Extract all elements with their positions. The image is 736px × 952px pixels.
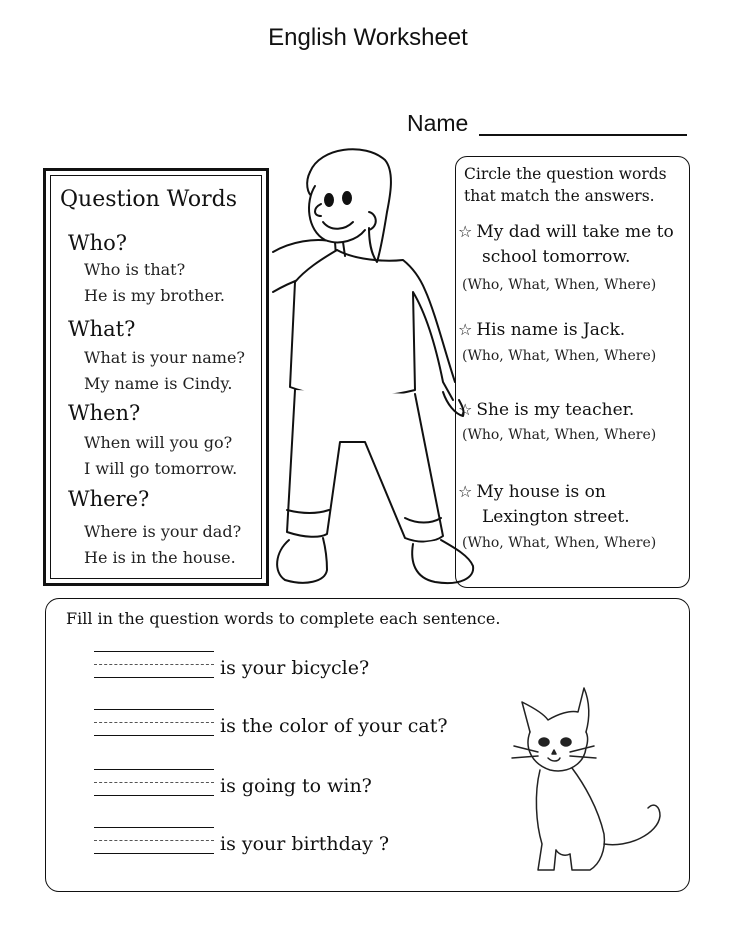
qw-when-answer: I will go tomorrow. — [84, 459, 238, 478]
qw-where-answer: He is in the house. — [84, 548, 236, 567]
blank-line-bottom[interactable] — [94, 853, 214, 854]
circle-item-3-line1: She is my teacher. — [476, 400, 635, 420]
blank-line-dashed[interactable] — [94, 722, 214, 723]
name-label: Name — [407, 110, 469, 136]
circle-item-2-line1: His name is Jack. — [476, 320, 626, 340]
question-words-box — [43, 168, 269, 586]
star-icon: ☆ — [458, 400, 473, 419]
fill-row-2 — [94, 709, 514, 749]
circle-item-1 — [458, 219, 674, 270]
circle-instructions — [464, 163, 667, 207]
circle-item-4-choices[interactable]: (Who, What, When, Where) — [462, 535, 657, 551]
circle-item-2 — [458, 317, 625, 343]
fill-sentence-1: is your bicycle? — [220, 657, 370, 679]
blank-line-bottom[interactable] — [94, 735, 214, 736]
circle-item-4-line2: Lexington street. — [482, 507, 630, 527]
qw-what-question: What is your name? — [84, 348, 245, 367]
qw-who-question: Who is that? — [84, 260, 186, 279]
blank-line-dashed[interactable] — [94, 664, 214, 665]
blank-line-top[interactable] — [94, 769, 214, 770]
blank-line-bottom[interactable] — [94, 795, 214, 796]
circle-item-4 — [458, 479, 630, 530]
star-icon: ☆ — [458, 482, 473, 501]
fill-row-3 — [94, 769, 514, 809]
blank-line-dashed[interactable] — [94, 782, 214, 783]
qw-what-heading: What? — [68, 317, 136, 341]
blank-line-top[interactable] — [94, 827, 214, 828]
circle-item-3-choices[interactable]: (Who, What, When, Where) — [462, 427, 657, 443]
blank-line-top[interactable] — [94, 651, 214, 652]
circle-item-4-line1: My house is on — [476, 482, 606, 502]
qw-where-heading: Where? — [68, 487, 150, 511]
fill-sentence-3: is going to win? — [220, 775, 372, 797]
fill-row-4 — [94, 827, 514, 867]
blank-line-bottom[interactable] — [94, 677, 214, 678]
qw-who-answer: He is my brother. — [84, 286, 225, 305]
name-field[interactable] — [407, 110, 689, 140]
circle-item-1-line1: My dad will take me to — [476, 222, 674, 242]
blank-line-top[interactable] — [94, 709, 214, 710]
qw-when-question: When will you go? — [84, 433, 233, 452]
circle-instruction-line-1: Circle the question words — [464, 165, 667, 183]
fill-instructions: Fill in the question words to complete each sentence. — [66, 609, 501, 628]
worksheet-title: English Worksheet — [268, 24, 468, 51]
name-line[interactable] — [479, 134, 687, 136]
star-icon: ☆ — [458, 320, 473, 339]
qw-what-answer: My name is Cindy. — [84, 374, 233, 393]
qw-when-heading: When? — [68, 401, 141, 425]
circle-item-1-line2: school tomorrow. — [482, 247, 631, 267]
circle-instruction-line-2: that match the answers. — [464, 187, 655, 205]
circle-item-1-choices[interactable]: (Who, What, When, Where) — [462, 277, 657, 293]
fill-row-1 — [94, 651, 514, 691]
fill-sentence-2: is the color of your cat? — [220, 715, 448, 737]
circle-item-2-choices[interactable]: (Who, What, When, Where) — [462, 348, 657, 364]
circle-item-3 — [458, 397, 634, 423]
blank-line-dashed[interactable] — [94, 840, 214, 841]
qw-where-question: Where is your dad? — [84, 522, 242, 541]
question-words-title: Question Words — [60, 187, 238, 212]
star-icon: ☆ — [458, 222, 473, 241]
cat-illustration — [508, 684, 664, 878]
fill-sentence-4: is your birthday ? — [220, 833, 390, 855]
qw-who-heading: Who? — [68, 231, 128, 255]
circle-question-words-box — [455, 156, 690, 588]
